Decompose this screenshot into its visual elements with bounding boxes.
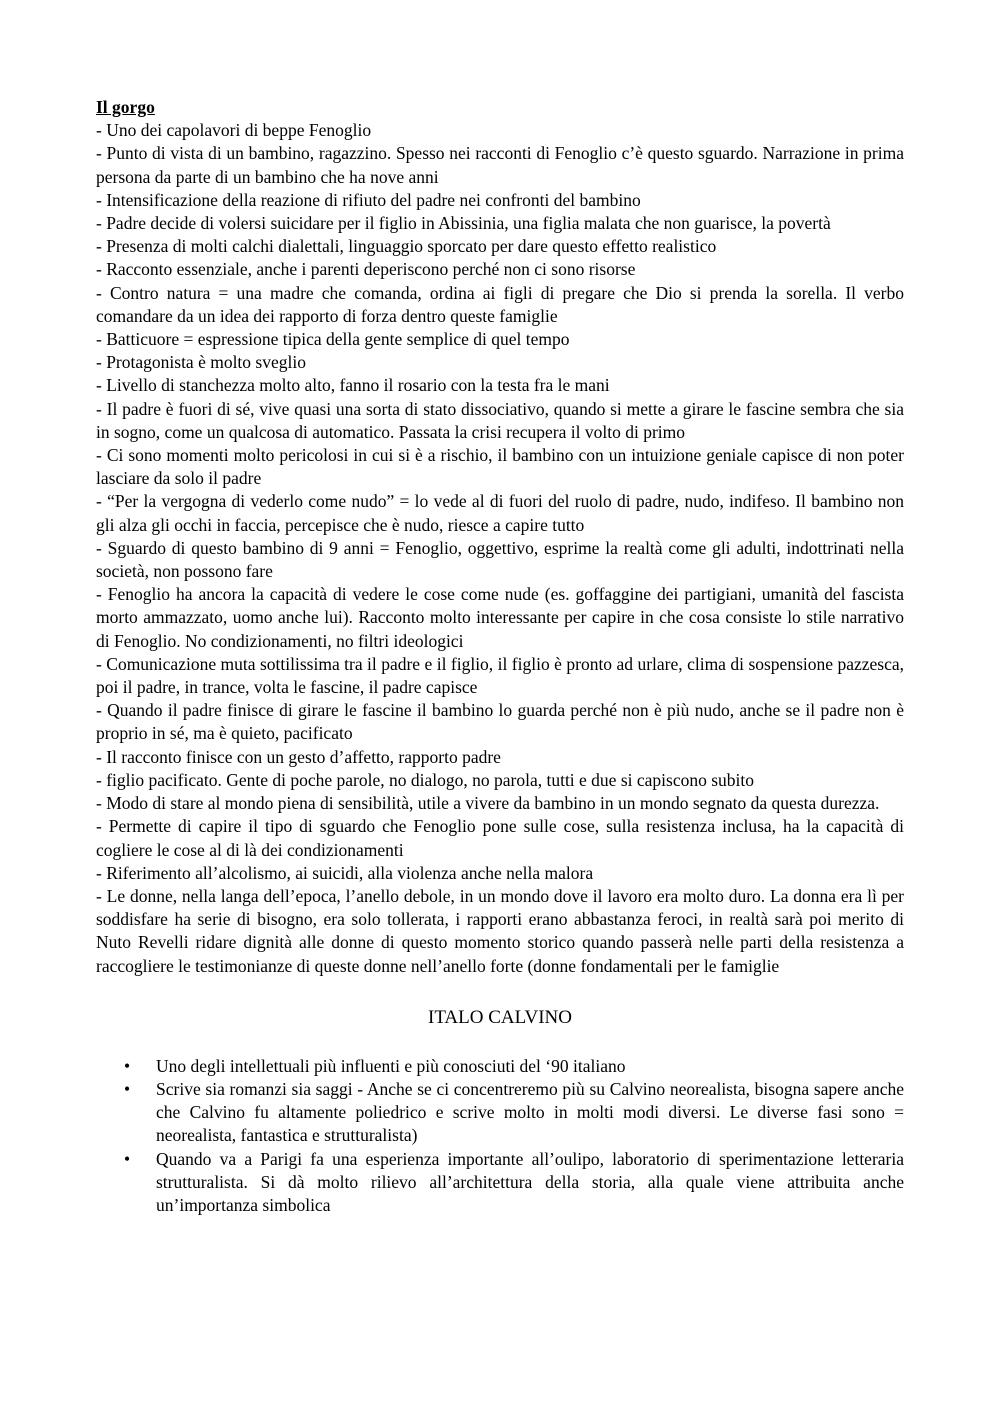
bullet-list xyxy=(96,1055,904,1217)
section-title: Il gorgo xyxy=(96,97,155,117)
paragraph: - Batticuore = espressione tipica della gente semplice di quel tempo xyxy=(96,329,570,350)
paragraph: - Riferimento all’alcolismo, ai suicidi, alla violenza anche nella malora xyxy=(96,862,594,883)
list-item-text: Uno degli intellettuali più influenti e più conosciuti del ‘90 italiano xyxy=(156,1055,626,1076)
paragraph: - “Per la vergogna di vederlo come nudo” = lo vede al di fuori del ruolo di padre, nudo, indifeso. Il bambino non gli alza gli occhi in faccia, percepisce che è nudo, riesce a capire tutto xyxy=(96,491,904,535)
list-item xyxy=(96,1055,904,1078)
list-item-text: Quando va a Parigi fa una esperienza importante all’oulipo, laboratorio di sperimentazione letteraria strutturalista. Si dà molto rilievo all’architettura della storia, alla quale viene attribuita anche un’importanza simbolica xyxy=(156,1148,904,1215)
paragraph: - Sguardo di questo bambino di 9 anni = Fenoglio, oggettivo, esprime la realtà come gli adulti, indottrinati nella società, non possono fare xyxy=(96,537,904,582)
list-item-text: Scrive sia romanzi sia saggi - Anche se ci concentreremo più su Calvino neorealista, bisogna sapere anche che Calvino fu altamente poliedrico e scrive molto in molti modi diversi. Le diverse fasi sono = neorealista, fantastica e strutturalista) xyxy=(156,1078,904,1146)
paragraph: - Punto di vista di un bambino, ragazzino. Spesso nei racconti di Fenoglio c’è questo sguardo. Narrazione in prima persona da parte di un bambino che ha nove anni xyxy=(96,143,904,187)
paragraph: - Il padre è fuori di sé, vive quasi una sorta di stato dissociativo, quando si mette a girare le fascine sembra che sia in sogno, come un qualcosa di automatico. Passata la crisi recupera il volto di primo xyxy=(96,398,904,442)
document-page xyxy=(96,96,904,1217)
paragraph: - Il racconto finisce con un gesto d’affetto, rapporto padre xyxy=(96,746,501,767)
paragraph: - Padre decide di volersi suicidare per il figlio in Abissinia, una figlia malata che non guarisce, la povertà xyxy=(96,213,831,234)
section-heading: ITALO CALVINO xyxy=(428,1006,572,1028)
paragraph: - Intensificazione della reazione di rifiuto del padre nei confronti del bambino xyxy=(96,189,641,210)
bullet-icon: • xyxy=(124,1078,131,1099)
paragraph: - Le donne, nella langa dell’epoca, l’anello debole, in un mondo dove il lavoro era molto duro. La donna era lì per soddisfare ha serie di bisogno, era solo tollerata, i rapporti erano abbastanza feroci, in realtà sarà poi merito di Nuto Revelli ridare dignità alle donne di questo momento storico quando passerà nelle parti della resistenza a raccogliere le testimonianze di queste donne nell’anello forte (donne fondamentali per le famiglie xyxy=(96,885,904,976)
bullet-icon: • xyxy=(124,1148,131,1169)
paragraph: - Racconto essenziale, anche i parenti deperiscono perché non ci sono risorse xyxy=(96,259,636,280)
paragraph: - Quando il padre finisce di girare le fascine il bambino lo guarda perché non è più nudo, anche se il padre non è proprio in sé, ma è quieto, pacificato xyxy=(96,700,904,744)
paragraph: - Uno dei capolavori di beppe Fenoglio xyxy=(96,120,372,141)
list-item xyxy=(96,1148,904,1218)
paragraph: - Fenoglio ha ancora la capacità di vedere le cose come nude (es. goffaggine dei partigiani, umanità del fascista morto ammazzato, uomo anche lui). Racconto molto interessante per capire in che cosa consiste lo stile narrativo di Fenoglio. No condizionamenti, no filtri ideologici xyxy=(96,584,904,651)
paragraph: - Livello di stanchezza molto alto, fanno il rosario con la testa fra le mani xyxy=(96,375,610,396)
paragraph: - Presenza di molti calchi dialettali, linguaggio sporcato per dare questo effetto realistico xyxy=(96,236,717,257)
paragraph: - figlio pacificato. Gente di poche parole, no dialogo, no parola, tutti e due si capiscono subito xyxy=(96,769,755,790)
paragraph: - Contro natura = una madre che comanda, ordina ai figli di pregare che Dio si prenda la sorella. Il verbo comandare da un idea dei rapporto di forza dentro queste famiglie xyxy=(96,282,904,326)
paragraph: - Modo di stare al mondo piena di sensibilità, utile a vivere da bambino in un mondo segnato da questa durezza. xyxy=(96,793,880,814)
paragraph: - Ci sono momenti molto pericolosi in cui si è a rischio, il bambino con un intuizione geniale capisce di non poter lasciare da solo il padre xyxy=(96,445,904,489)
bullet-icon: • xyxy=(124,1055,131,1076)
paragraph: - Protagonista è molto sveglio xyxy=(96,352,306,373)
paragraph: - Permette di capire il tipo di sguardo che Fenoglio pone sulle cose, sulla resistenza inclusa, ha la capacità di cogliere le cose al di là dei condizionamenti xyxy=(96,816,904,860)
paragraph: - Comunicazione muta sottilissima tra il padre e il figlio, il figlio è pronto ad urlare, clima di sospensione pazzesca, poi il padre, in trance, volta le fascine, il padre capisce xyxy=(96,653,904,698)
list-item xyxy=(96,1078,904,1148)
